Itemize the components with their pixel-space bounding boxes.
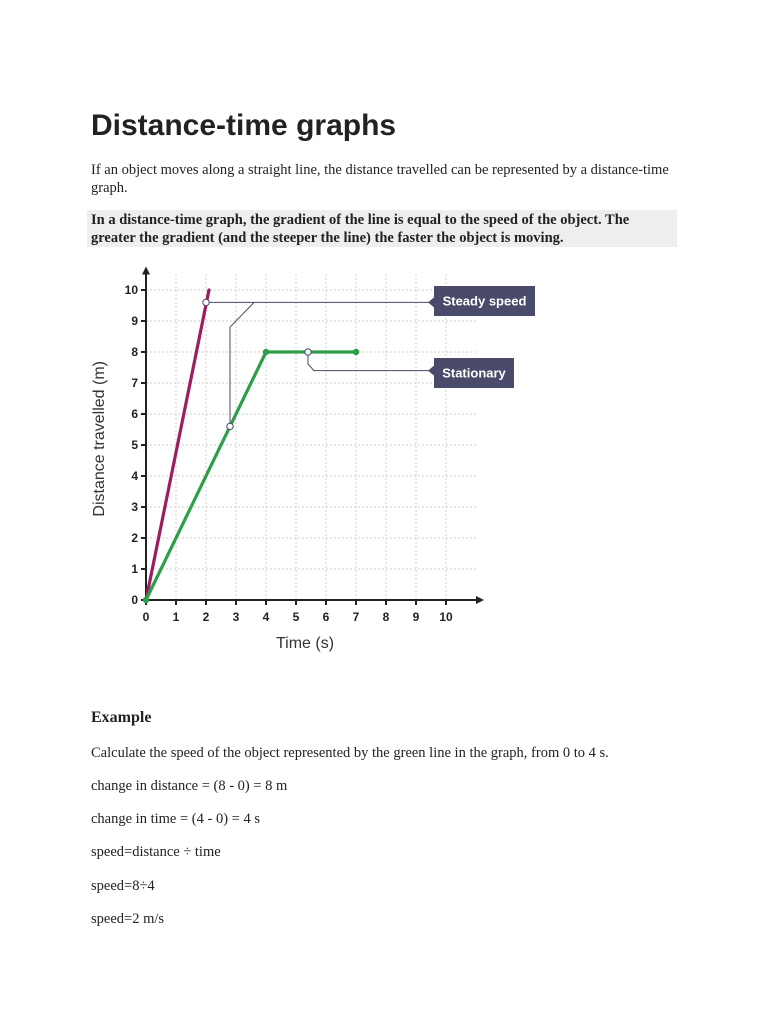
x-tick-label: 6 xyxy=(322,610,330,624)
intro-paragraph: If an object moves along a straight line, the distance travelled can be represented by a distance-time graph. xyxy=(91,162,669,196)
y-tick-label: 0 xyxy=(131,593,138,607)
page-title: Distance-time graphs xyxy=(91,109,397,142)
x-tick-label: 5 xyxy=(292,610,300,624)
example-step-distance: change in distance = (8 - 0) = 8 m xyxy=(91,778,288,794)
data-point xyxy=(353,349,359,355)
y-axis-arrow xyxy=(142,267,150,275)
y-tick-label: 4 xyxy=(131,469,138,483)
x-tick-label: 0 xyxy=(142,610,150,624)
distance-time-chart xyxy=(86,252,546,662)
key-fact-callout: In a distance-time graph, the gradient of the line is equal to the speed of the object. The greater the gradient (and the steeper the line) the faster the object is moving. xyxy=(87,210,677,247)
y-axis-title: Distance travelled (m) xyxy=(91,360,108,517)
steady-speed-marker xyxy=(227,423,233,429)
steady-speed-marker xyxy=(203,299,209,305)
example-step-time: change in time = (4 - 0) = 4 s xyxy=(91,811,260,827)
x-tick-label: 3 xyxy=(232,610,240,624)
x-tick-label: 7 xyxy=(352,610,360,624)
y-tick-label: 10 xyxy=(124,283,138,297)
stationary-pointer xyxy=(428,366,434,376)
y-tick-label: 7 xyxy=(131,376,138,390)
y-tick-label: 1 xyxy=(131,562,138,576)
x-axis-title: Time (s) xyxy=(275,635,335,652)
data-point xyxy=(263,349,269,355)
x-tick-label: 9 xyxy=(412,610,420,624)
steady-speed-pointer xyxy=(428,297,434,307)
example-formula: speed=distance ÷ time xyxy=(91,844,221,860)
y-tick-label: 8 xyxy=(131,345,138,359)
x-tick-label: 8 xyxy=(382,610,390,624)
y-tick-label: 6 xyxy=(131,407,138,421)
x-tick-label: 10 xyxy=(439,610,453,624)
example-question: Calculate the speed of the object represented by the green line in the graph, from 0 to 4 s. xyxy=(91,745,609,761)
y-tick-label: 2 xyxy=(131,531,138,545)
stationary-label: Stationary xyxy=(442,365,506,381)
data-point xyxy=(143,597,149,603)
y-tick-label: 3 xyxy=(131,500,138,514)
x-tick-label: 2 xyxy=(202,610,210,624)
y-tick-label: 5 xyxy=(131,438,138,452)
y-tick-label: 9 xyxy=(131,314,138,328)
stationary-leader xyxy=(308,352,434,371)
example-substitution: speed=8÷4 xyxy=(91,878,155,894)
steady-speed-label: Steady speed xyxy=(442,293,527,309)
example-heading: Example xyxy=(91,709,152,726)
x-axis-arrow xyxy=(476,596,484,604)
x-tick-label: 1 xyxy=(172,610,180,624)
stationary-marker xyxy=(305,349,311,355)
example-answer: speed=2 m/s xyxy=(91,911,165,927)
x-tick-label: 4 xyxy=(262,610,270,624)
